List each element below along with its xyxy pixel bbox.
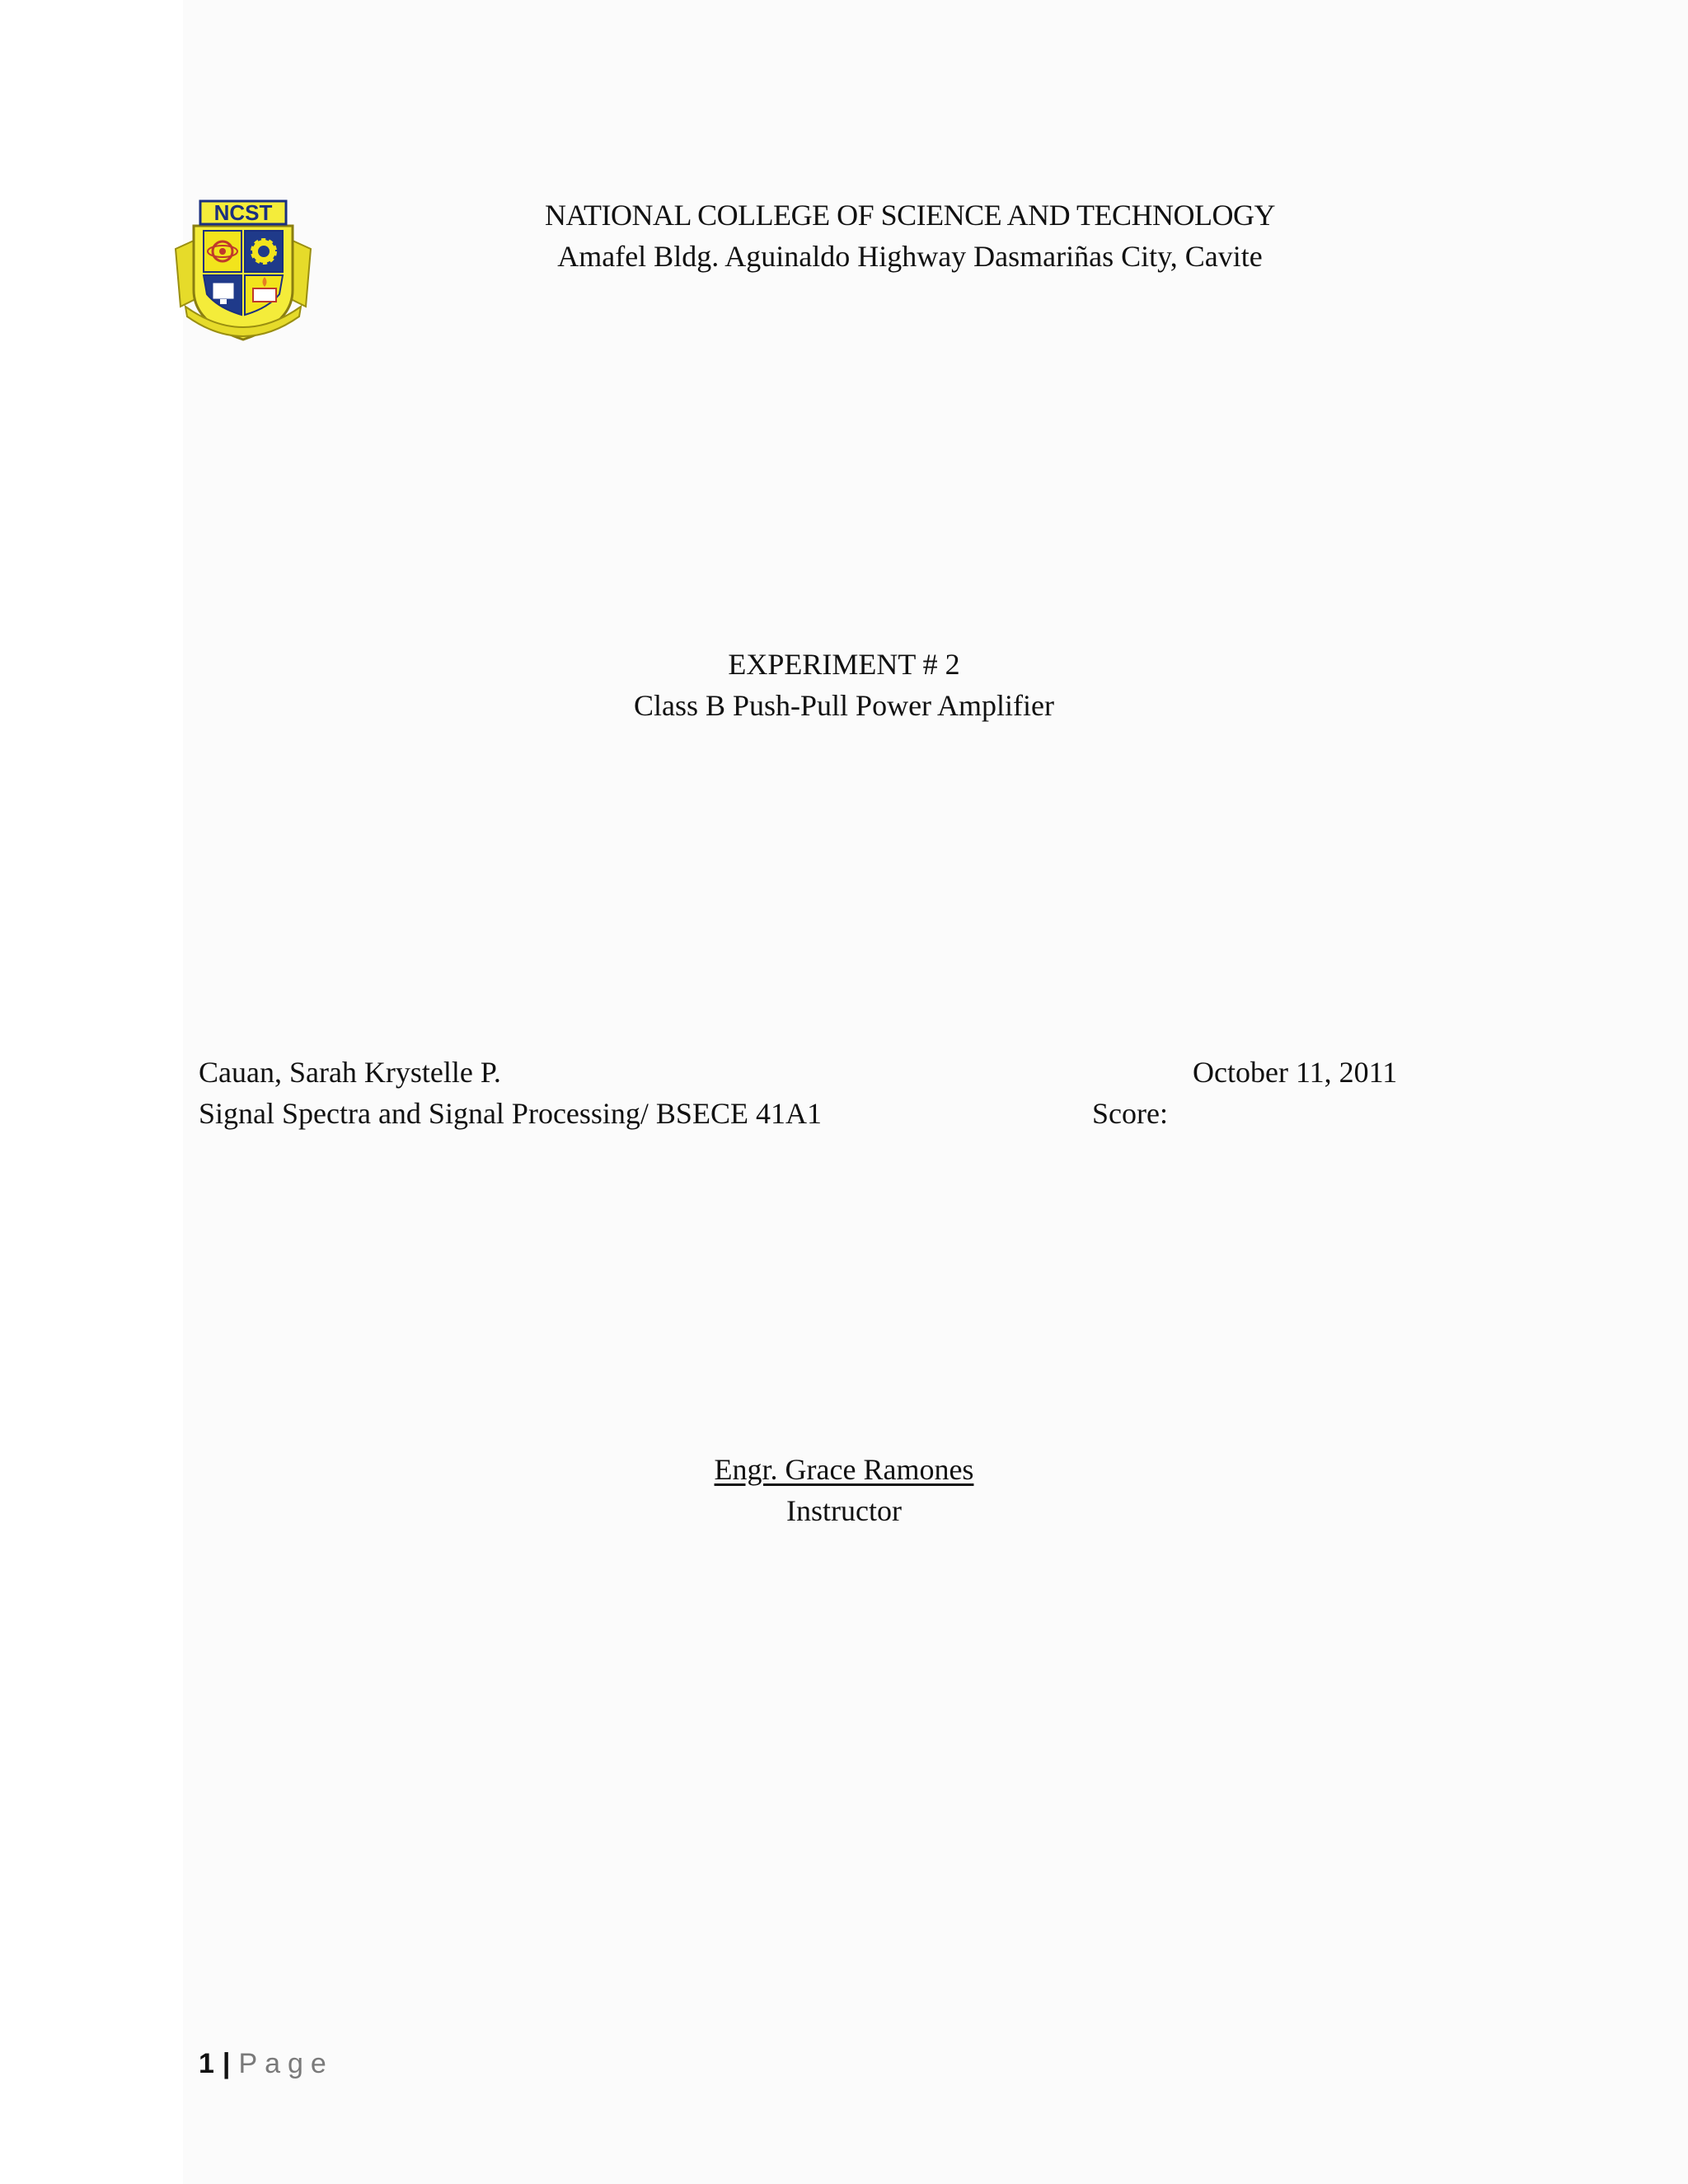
instructor-name: Engr. Grace Ramones xyxy=(714,1453,974,1486)
instructor-role: Instructor xyxy=(786,1494,902,1527)
course-section: Signal Spectra and Signal Processing/ BSECE 41A1 xyxy=(199,1097,822,1130)
page-background xyxy=(183,0,1688,2184)
experiment-number: EXPERIMENT # 2 xyxy=(728,648,960,681)
footer-separator: | xyxy=(222,2048,231,2079)
page-footer xyxy=(199,2048,334,2080)
score-label: Score: xyxy=(1092,1097,1168,1130)
instructor-name-container xyxy=(0,1452,1688,1487)
page-number: 1 xyxy=(199,2048,214,2079)
school-name: NATIONAL COLLEGE OF SCIENCE AND TECHNOLOGY xyxy=(545,199,1275,232)
svg-text:NCST: NCST xyxy=(213,200,273,225)
page-label: Page xyxy=(238,2048,334,2079)
student-name: Cauan, Sarah Krystelle P. xyxy=(199,1056,501,1089)
experiment-title: Class B Push-Pull Power Amplifier xyxy=(633,689,1055,722)
school-address: Amafel Bldg. Aguinaldo Highway Dasmariñas City, Cavite xyxy=(557,240,1263,273)
submission-date: October 11, 2011 xyxy=(1193,1056,1398,1089)
